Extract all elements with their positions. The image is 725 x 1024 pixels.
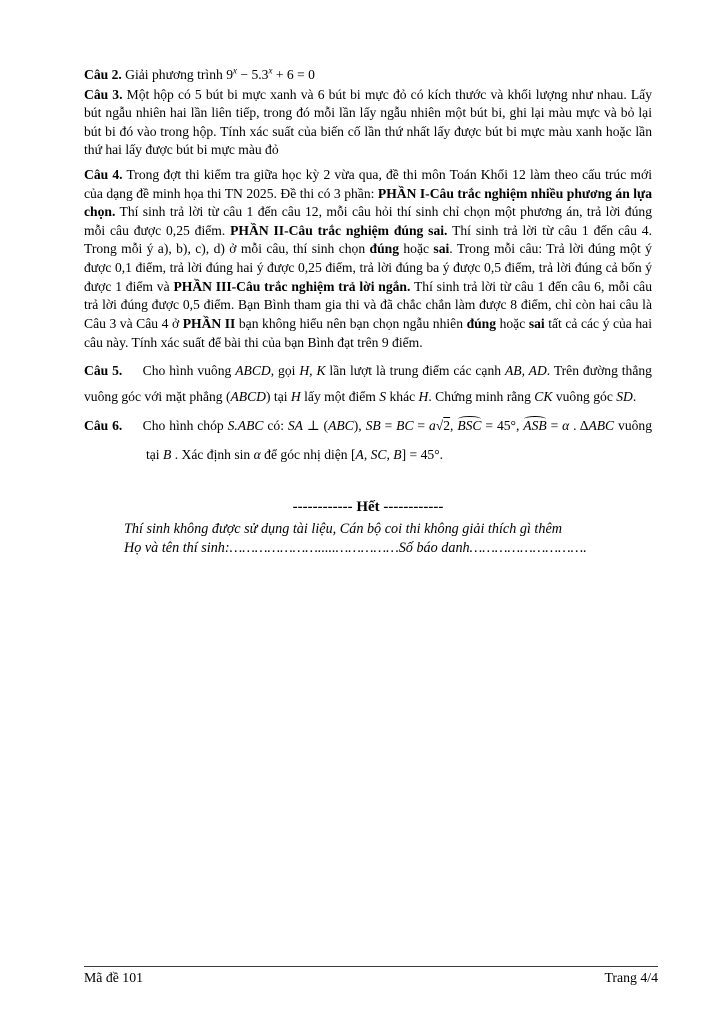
page-number: Trang 4/4 xyxy=(604,970,658,985)
text-run: CK xyxy=(534,389,553,405)
text-run: hoặc xyxy=(496,315,529,331)
text-run: PHẦN II-Câu trắc nghiệm đúng sai. xyxy=(230,222,448,238)
text-run: Một hộp có 5 bút bi mực xanh và 6 bút bi mực đỏ có kích thước và khối lượng như nhau. Lấy bút ngẫu nhiên hai lần liên tiếp, trong đó mỗi lần lấy ngẫu nhiên một bút bi, ghi lại màu mực và bỏ lại bút bi đó vào trong hộp. Tính xác suất của biến cố lần thứ nhất lấy được bút bi mực màu xanh hoặc lần thứ hai lấy được bút bi mực màu đỏ xyxy=(84,86,652,158)
text-run: tất cả các ý của hai câu này. Tính xác suất để bài thi của bạn Bình đạt trên 9 điểm. xyxy=(84,315,652,350)
text-run: ] = 45°. xyxy=(401,446,444,462)
text-run: . Trong mỗi câu: Trả lời đúng một ý được 0,1 điểm, trả lời đúng hai ý được 0,25 điểm, trả lời đúng ba ý được 0,5 điểm, trả lời đúng cả bốn ý được 1 điểm và xyxy=(84,241,652,294)
text-run: Cho hình chóp xyxy=(122,418,228,434)
text-run: Câu 6. xyxy=(84,418,123,434)
text-run: PHẦN I-Câu trắc nghiệm nhiều phương án lựa chọn. xyxy=(84,185,652,220)
text-run: vuông góc xyxy=(552,389,617,405)
text-run: Thí sinh trả lời từ câu 1 đến câu 6, mỗi câu trả lời đúng được 0,5 điểm. Bạn Bình tham gia thi và đã chắc chắn làm được 8 điểm, chỉ còn hai câu là Câu 3 và Câu 4 ở xyxy=(84,278,653,331)
text-run: ) tại xyxy=(266,389,291,405)
text-run: √ xyxy=(435,418,444,434)
text-run: Trong đợt thi kiểm tra giữa học kỳ 2 vừa qua, đề thi môn Toán Khối 12 làm theo cấu trúc mới của dạng đề minh họa thi TN 2025. Đề thi có 3 phần: xyxy=(84,167,652,201)
text-run: . xyxy=(632,389,637,405)
text-run: = 45°, xyxy=(481,418,524,434)
text-run: S xyxy=(379,389,387,405)
text-run: sai xyxy=(528,315,545,331)
text-run: S.ABC xyxy=(227,418,264,434)
text-run: PHẦN II xyxy=(182,315,236,331)
text-run: − 5.3 xyxy=(236,67,269,82)
question-4 xyxy=(84,166,652,352)
text-run: đúng xyxy=(466,315,497,331)
text-run: . Xác định sin xyxy=(171,446,254,462)
text-run: x xyxy=(233,65,237,76)
exam-code: Mã đề 101 xyxy=(84,970,144,985)
text-run: có: xyxy=(263,418,288,434)
text-run: SD xyxy=(616,389,633,405)
question-5 xyxy=(84,358,652,410)
text-run: + 6 = 0 xyxy=(272,67,315,82)
text-run: . Trên đường thẳng vuông góc với mặt phẳng ( xyxy=(84,363,652,405)
text-run: SB xyxy=(365,418,381,434)
text-run: H xyxy=(418,389,429,405)
text-run: α xyxy=(253,446,261,462)
text-run: ABCD xyxy=(235,363,271,379)
text-run: H xyxy=(290,389,301,405)
text-run: SA xyxy=(287,418,303,434)
text-run: ⊥ ( xyxy=(302,418,329,434)
text-run: , gọi xyxy=(270,363,300,379)
text-run: để góc nhị diện [ xyxy=(260,446,356,462)
text-run: , xyxy=(450,418,458,434)
text-run: Cho hình vuông xyxy=(122,363,236,379)
text-run: a xyxy=(428,418,436,434)
text-run: lấy một điểm xyxy=(300,389,380,405)
candidate-name-line: Họ và tên thí sinh:………………….....……………Số báo danh………………………. xyxy=(124,540,587,557)
text-run: ASB xyxy=(523,418,547,434)
text-run: BC xyxy=(396,418,414,434)
text-run: Giải phương trình xyxy=(121,67,227,82)
text-run: Thí sinh trả lời từ câu 1 đến câu 4. Trong mỗi ý a), b), c), d) ở mỗi câu, thí sinh chọn xyxy=(84,222,653,257)
text-run: khác xyxy=(386,389,419,405)
page-footer xyxy=(84,966,658,986)
text-run: α xyxy=(562,418,570,434)
text-run: AB, AD xyxy=(504,363,547,379)
text-run: lần lượt là trung điểm các cạnh xyxy=(325,363,505,379)
text-run: = xyxy=(380,418,397,434)
text-run: hoặc xyxy=(399,241,434,257)
text-run: Câu 3. xyxy=(84,86,123,102)
text-run: A, SC, B xyxy=(355,446,402,462)
text-run: = xyxy=(546,418,563,434)
end-of-exam-marker: ------------ Hết ------------ xyxy=(292,498,444,515)
exam-notes xyxy=(124,520,652,557)
text-run: ABC xyxy=(328,418,354,434)
text-run: = xyxy=(413,418,429,434)
text-run: PHẦN III-Câu trắc nghiệm trả lời ngắn. xyxy=(173,278,411,294)
text-run: bạn không hiểu nên bạn chọn ngẫu nhiên xyxy=(235,315,467,331)
question-2 xyxy=(84,66,652,85)
text-run: 9 xyxy=(226,67,233,82)
exam-content xyxy=(84,66,652,558)
text-run: . Δ xyxy=(569,418,589,434)
question-3 xyxy=(84,86,652,160)
text-run: 2 xyxy=(443,418,451,434)
text-run: H, K xyxy=(299,363,326,379)
text-run: ABC xyxy=(588,418,615,434)
no-materials-note: Thí sinh không được sử dụng tài liệu, Cán bộ coi thi không giải thích gì thêm xyxy=(124,521,563,538)
text-run: ABCD xyxy=(230,389,266,405)
text-run: . Chứng minh rằng xyxy=(428,389,535,405)
text-run: x xyxy=(268,65,273,76)
text-run: Câu 5. xyxy=(84,363,123,379)
text-run: sai xyxy=(433,241,450,257)
text-run: vuông tại xyxy=(146,418,653,462)
text-run: ), xyxy=(353,418,366,434)
text-run: BSC xyxy=(457,418,482,434)
text-run: đúng xyxy=(369,241,400,257)
text-run: Câu 4. xyxy=(84,167,123,183)
text-run: Thí sinh trả lời từ câu 1 đến câu 12, mỗi câu hỏi thí sinh chỉ chọn một phương án, trả lời đúng mỗi câu được 0,25 điểm. xyxy=(84,204,652,238)
text-run: B xyxy=(163,446,172,462)
text-run: Câu 2. xyxy=(84,67,122,82)
question-6 xyxy=(84,412,652,469)
